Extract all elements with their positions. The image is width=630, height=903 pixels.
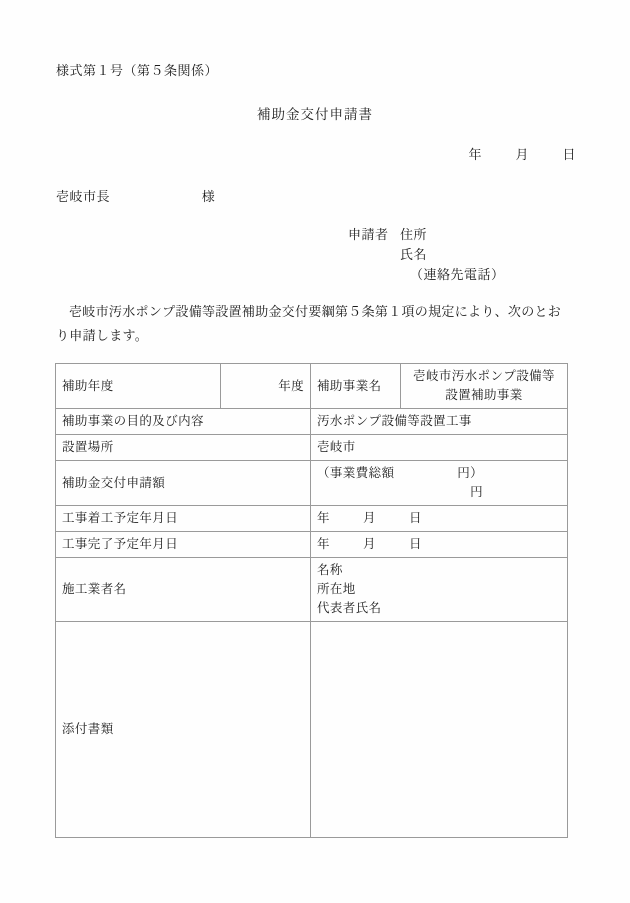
cell-purpose-label: 補助事業の目的及び内容 [56,409,311,435]
cell-end-date-value[interactable] [311,532,568,558]
cell-builder-label: 施工業者名 [56,558,311,622]
application-table [55,363,568,838]
builder-address-label: 所在地 [317,582,356,596]
cell-end-date-label: 工事完了予定年月日 [56,532,311,558]
cell-amount-value[interactable] [311,461,568,506]
cell-fiscal-year-value[interactable]: 年度 [221,364,311,409]
cell-project-name-label: 補助事業名 [311,364,401,409]
amount-request-line [317,483,561,502]
cell-attachments-value[interactable] [311,622,568,838]
table-row-builder [56,558,568,622]
amount-request-unit: 円 [470,485,483,499]
builder-representative-label: 代表者氏名 [317,601,382,615]
date-day: 日 [562,147,576,162]
table-row-attachments [56,622,568,838]
table-row-location [56,435,568,461]
amount-total-cost-label: （事業費総額 [317,466,395,480]
applicant-block [348,225,505,285]
cell-amount-label: 補助金交付申請額 [56,461,311,506]
date-month: 月 [515,147,529,162]
document-title: 補助金交付申請書 [257,107,373,122]
table-row-purpose [56,409,568,435]
table-row-end-date [56,532,568,558]
amount-total-cost-unit: 円） [457,466,483,480]
applicant-phone-label: （連絡先電話） [410,267,505,282]
applicant-name-label: 氏名 [400,247,428,262]
date-year: 年 [468,147,482,162]
date-line [468,144,576,163]
cell-start-date-value[interactable] [311,506,568,532]
cell-builder-value[interactable] [311,558,568,622]
cell-location-value: 壱岐市 [311,435,568,461]
addressee-honorific: 様 [201,189,216,204]
builder-name-label: 名称 [317,563,343,577]
applicant-address-label: 住所 [400,227,428,242]
cell-purpose-value: 汚水ポンプ設備等設置工事 [311,409,568,435]
cell-start-date-label: 工事着工予定年月日 [56,506,311,532]
table-row-start-date [56,506,568,532]
end-date-month: 月 [362,537,376,551]
applicant-address-row [348,225,505,245]
form-number: 様式第１号（第５条関係） [56,63,219,78]
table-row-amount [56,461,568,506]
applicant-name-row [348,245,505,265]
cell-fiscal-year-label: 補助年度 [56,364,221,409]
table-row-fiscal-year [56,364,568,409]
cell-attachments-label: 添付書類 [56,622,311,838]
applicant-label: 申請者 [348,227,389,242]
cell-project-name-value: 壱岐市汚水ポンプ設備等設置補助事業 [401,364,568,409]
applicant-phone-row [348,265,505,285]
end-date-year: 年 [317,537,330,551]
start-date-month: 月 [362,511,376,525]
cell-location-label: 設置場所 [56,435,311,461]
addressee-name: 壱岐市長 [56,189,111,204]
body-paragraph: 壱岐市汚水ポンプ設備等設置補助金交付要綱第５条第１項の規定により、次のとおり申請します。 [56,304,562,343]
start-date-year: 年 [317,511,330,525]
start-date-day: 日 [408,511,422,525]
amount-total-cost-line [317,464,561,483]
addressee [56,186,215,205]
end-date-day: 日 [408,537,422,551]
